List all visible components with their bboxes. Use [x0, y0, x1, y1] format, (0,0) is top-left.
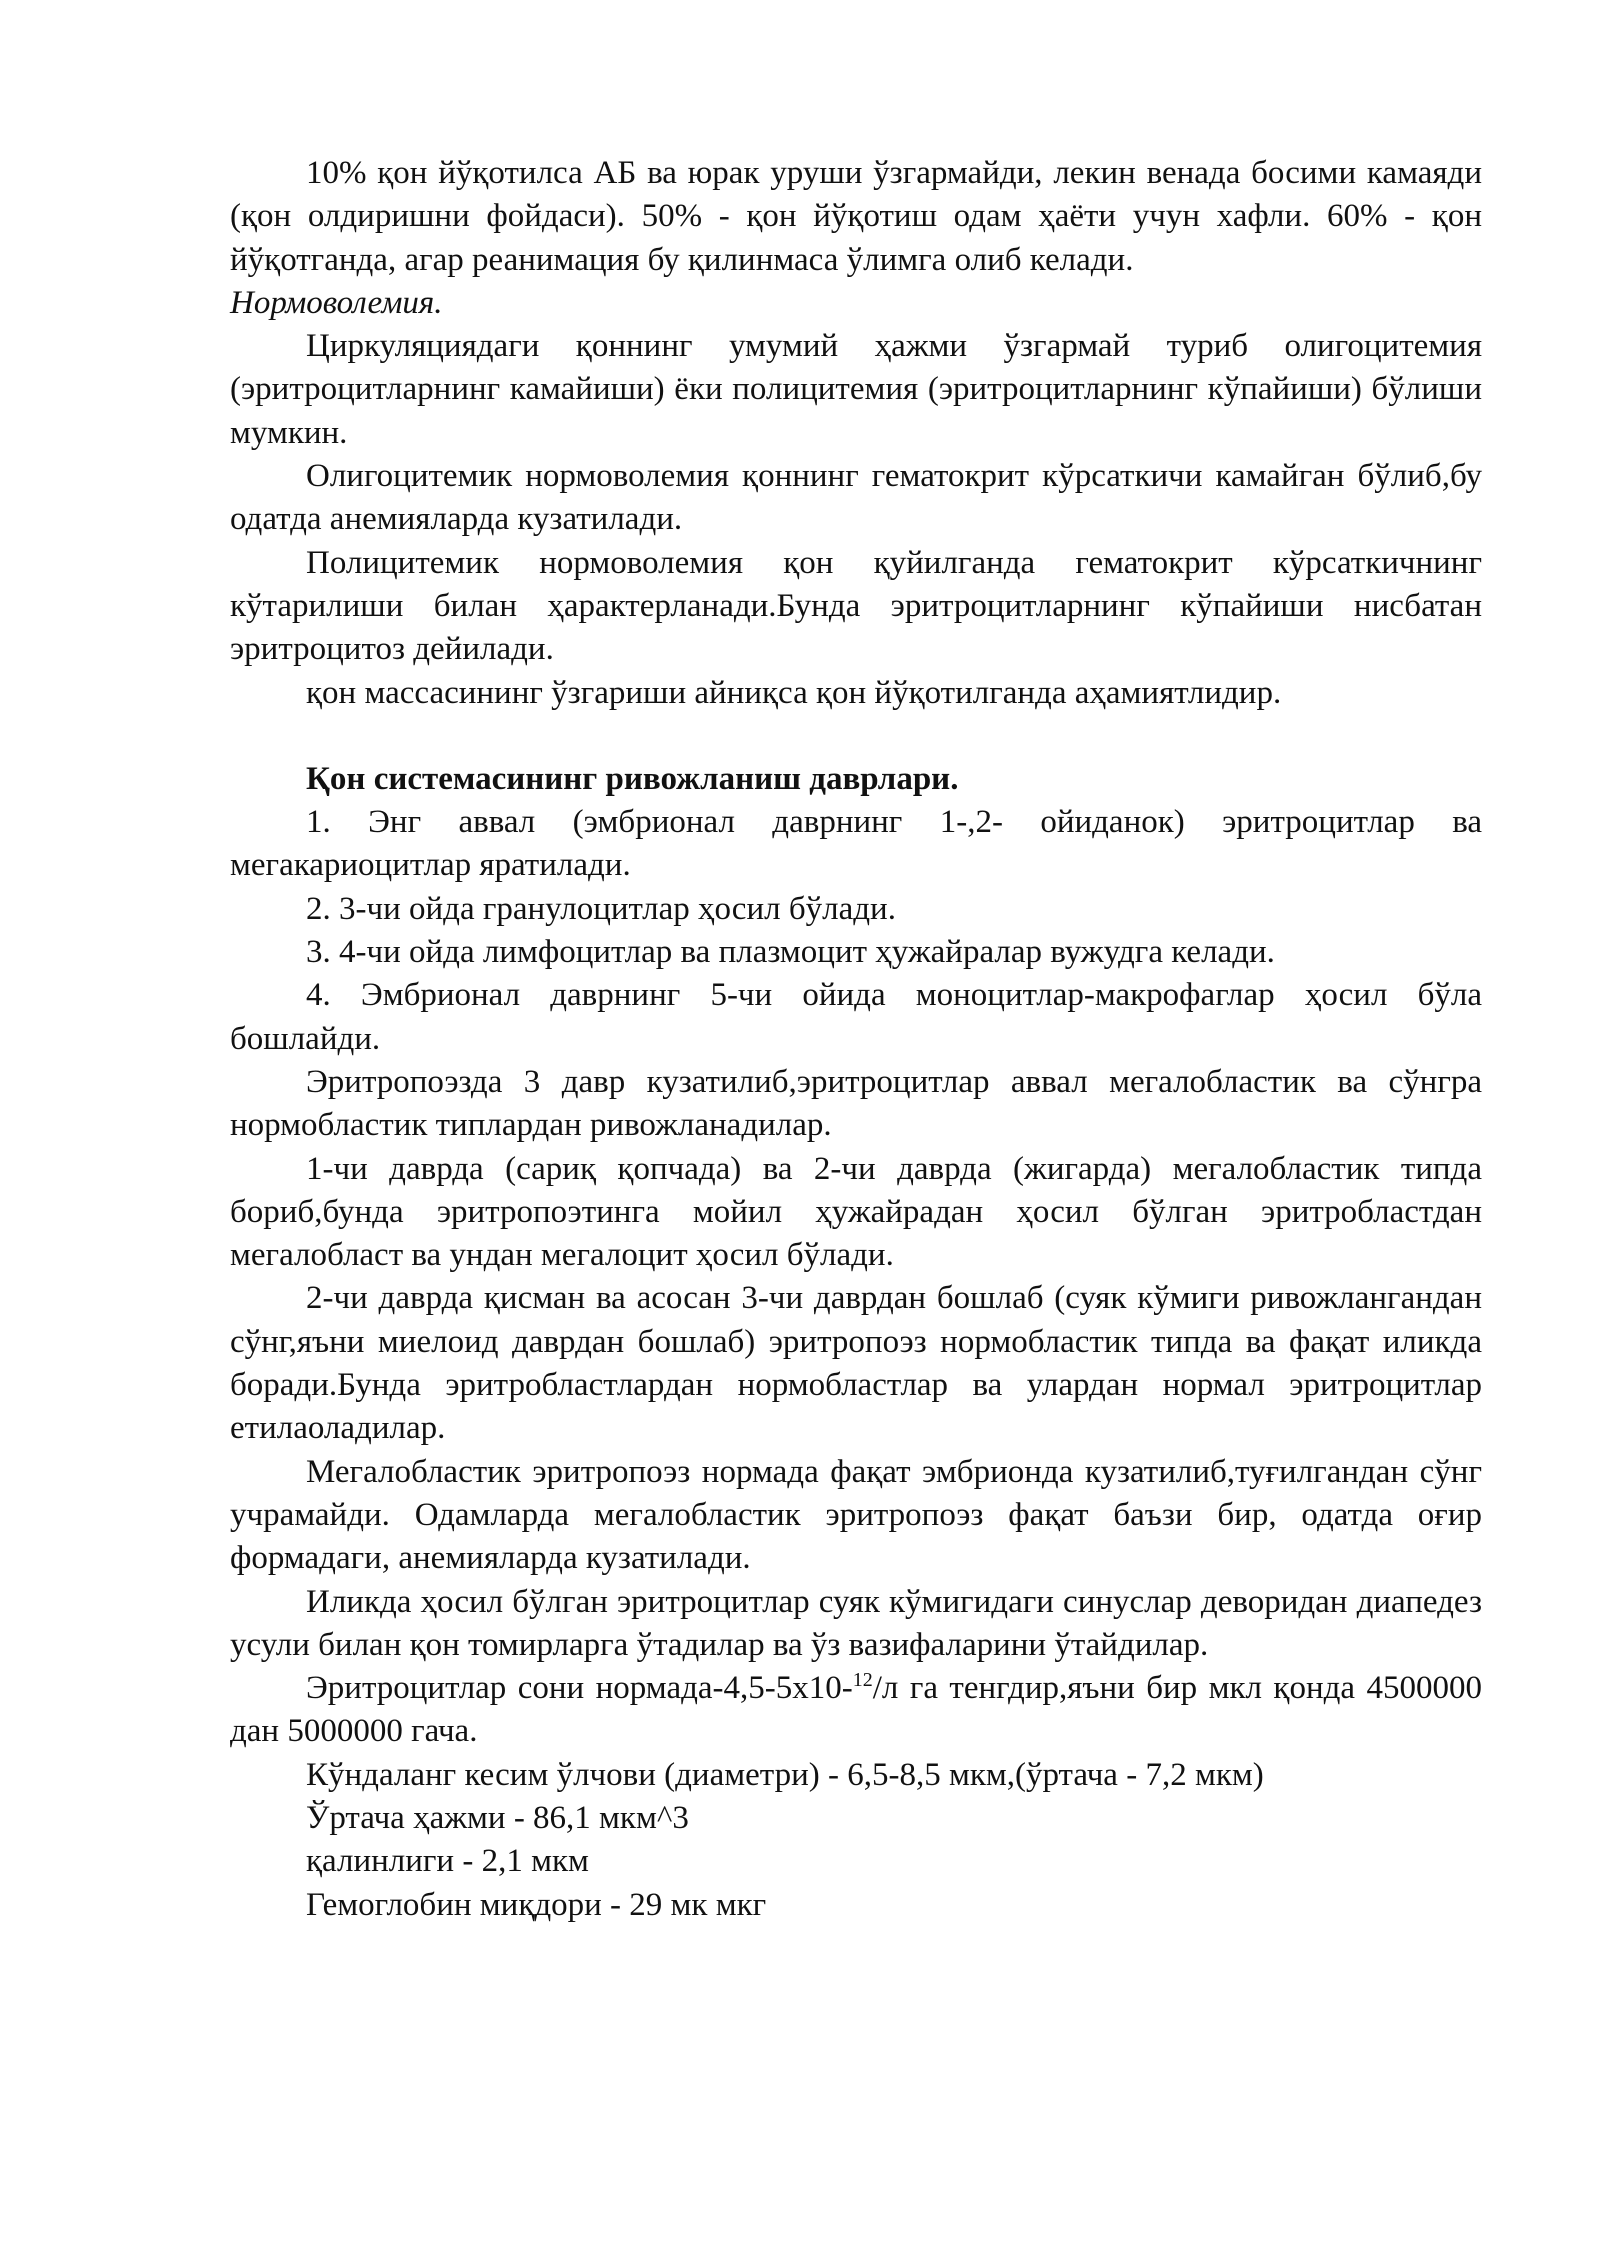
paragraph-erythrocyte-count [230, 1667, 1482, 1754]
paragraph-blood-mass: қон массасининг ўзгариши айниқса қон йўқотилганда аҳамиятлидир. [306, 674, 1282, 711]
paragraph-polycythemic: Полицитемик нормоволемия қон қуйилганда гематокрит кўрсаткичнинг кўтарилиши билан ҳарактерланади.Бунда эритроцитларнинг кўпайиши нисбатан эритроцитоз дейилади. [230, 544, 1482, 668]
paragraph-erythropoiesis: Эритропоэзда 3 давр кузатилиб,эритроцитлар аввал мегалобластик ва сўнгра нормобластик типлардан ривожланадилар. [230, 1063, 1482, 1144]
count-text-before: Эритроцитлар сони нормада-4,5-5х10- [306, 1670, 853, 1707]
list-item-2: 2. 3-чи ойда гранулоцитлар ҳосил бўлади. [306, 890, 896, 927]
line-diameter: Кўндаланг кесим ўлчови (диаметри) - 6,5-8,5 мкм,(ўртача - 7,2 мкм) [306, 1756, 1264, 1793]
paragraph-megaloblastic: Мегалобластик эритропоэз нормада фақат эмбрионда кузатилиб,туғилгандан сўнг учрамайди. Одамларда мегалобластик эритропоэз фақат баъзи бир, одатда оғир формадаги, анемияларда кузатилади. [230, 1453, 1482, 1577]
paragraph-second-period: 2-чи даврда қисман ва асосан 3-чи даврдан бошлаб (суяк кўмиги ривожлангандан сўнг,яъни миелоид даврдан бошлаб) эритропоэз нормобластик типда ва фақат иликда боради.Бунда эритробластлардан нормобластлар ва улардан нормал эритроцитлар етилаоладилар. [230, 1280, 1482, 1447]
count-text-after: /л га тенгдир,яъни бир мкл қонда 4500000 дан 5000000 гача. [230, 1670, 1482, 1750]
paragraph-oligocythemic: Олигоцитемик нормоволемия қоннинг гематокрит кўрсаткичи камайган бўлиб,бу одатда анемияларда кузатилади. [230, 458, 1482, 538]
paragraph-blood-loss: 10% қон йўқотилса АБ ва юрак уруши ўзгармайди, лекин венада босими камаяди (қон олдиришни фойдаси). 50% - қон йўқотиш одам ҳаёти учун хафли. 60% - қон йўқотганда, агар реанимация бу қилинмаса ўлимга олиб келади. [230, 155, 1482, 278]
list-item-1: 1. Энг аввал (эмбрионал даврнинг 1-,2- ойиданок) эритроцитлар ва мегакариоцитлар яратилади. [230, 804, 1482, 884]
line-thickness: қалинлиги - 2,1 мкм [306, 1843, 589, 1880]
section-heading: Қон системасининг ривожланиш даврлари. [306, 760, 959, 797]
list-item-4: 4. Эмбрионал даврнинг 5-чи ойида моноцитлар-макрофаглар ҳосил бўла бошлайди. [230, 977, 1482, 1057]
paragraph-marrow: Иликда ҳосил бўлган эритроцитлар суяк кўмигидаги синуслар деворидан диапедез усули билан қон томирларга ўтадилар ва ўз вазифаларини ўтайдилар. [230, 1583, 1482, 1663]
paragraph-first-period: 1-чи даврда (сариқ қопчада) ва 2-чи даврда (жигарда) мегалобластик типда бориб,бунда эритропоэтинга мойил ҳужайрадан ҳосил бўлган эритробластдан мегалобласт ва ундан мегалоцит ҳосил бўлади. [230, 1150, 1482, 1274]
list-item-3: 3. 4-чи ойда лимфоцитлар ва плазмоцит ҳужайралар вужудга келади. [306, 934, 1275, 971]
line-hemoglobin: Гемоглобин миқдори - 29 мк мкг [306, 1886, 767, 1923]
line-volume: Ўртача ҳажми - 86,1 мкм^3 [306, 1799, 689, 1836]
count-exponent: 12 [852, 1669, 873, 1692]
subheading-normovolemia: Нормоволемия. [230, 284, 443, 321]
document-page [230, 152, 1482, 1927]
paragraph-circulation: Циркуляциядаги қоннинг умумий ҳажми ўзгармай туриб олигоцитемия (эритроцитларнинг камайиши) ёки полицитемия (эритроцитларнинг кўпайиши) бўлиши мумкин. [230, 328, 1482, 451]
